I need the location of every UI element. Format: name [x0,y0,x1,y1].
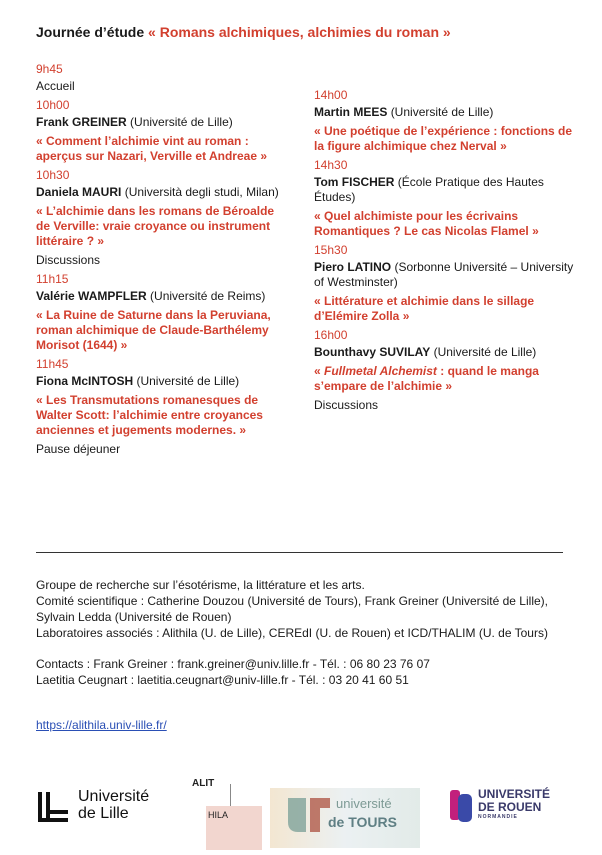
univ-lille-logo [36,788,166,828]
talk-title-italic: Fullmetal Alchemist [324,364,437,378]
speaker-name: Valérie WAMPFLER [36,289,147,303]
speaker-affiliation: (Sorbonne Université – University of Westminster) [314,260,574,289]
alit-bottom: HILA [208,810,229,820]
speaker-affiliation: (Université de Lille) [136,374,240,388]
talk-title-rest: : quand le manga s’empare de l’alchimie » [314,364,539,393]
speaker [314,175,574,205]
time-slot: 9h45 [36,62,63,76]
talk-title: « La Ruine de Saturne dans la Peruviana, roman alchimique de Claude-Barthélemy Morisot (1644) » [36,308,271,352]
speaker-name: Bounthavy SUVILAY [314,345,431,359]
research-group-line: Groupe de recherche sur l’ésotérisme, la littérature et les arts. [36,578,365,592]
alithila-logo [192,778,262,850]
tours-mark-icon [284,792,334,836]
univ-tours-logo [270,780,420,852]
speaker [36,289,288,304]
speaker [36,185,288,200]
rouen-line2: DE ROUEN [478,800,542,814]
time-slot: 14h30 [314,158,348,172]
afternoon-program [314,88,574,417]
lille-line2: de Lille [78,805,129,822]
time-slot: 15h30 [314,243,348,257]
speaker [314,260,574,290]
contacts-info [36,656,566,688]
time-slot: 16h00 [314,328,348,342]
talk-title: « Quel alchimiste pour les écrivains Romantiques ? Le cas Nicolas Flamel » [314,209,539,238]
contact-line: Contacts : Frank Greiner : frank.greiner@univ.lille.fr - Tél. : 06 80 23 76 07 [36,657,430,671]
title-name: « Romans alchimiques, alchimies du roman » [148,24,451,40]
talk-quote-open: « [314,364,325,378]
talk-title: « Une poétique de l’expérience : fonctions de la figure alchimique chez Nerval » [314,124,573,153]
speaker-affiliation: (Université de Lille) [130,115,233,129]
labs-line: Laboratoires associés : Alithila (U. de Lille), CEREdI (U. de Rouen) et ICD/THALIM (U. de Tours) [36,626,548,640]
time-slot: 14h00 [314,88,348,102]
welcome-label: Accueil [36,79,75,93]
website-link[interactable]: https://alithila.univ-lille.fr/ [36,718,167,732]
talk-title: « Littérature et alchimie dans le sillage d’Elémire Zolla » [314,294,535,323]
speaker-affiliation: (Université de Reims) [150,289,266,303]
speaker [314,345,574,360]
partner-logos [0,770,602,850]
rouen-line1: UNIVERSITÉ [478,787,551,801]
page-title [36,24,451,40]
alithila-rule [230,784,231,806]
tours-bottom: de TOURS [328,814,397,830]
rouen-line3: NORMANDIE [478,814,518,820]
speaker-affiliation: (Università degli studi, Milan) [124,185,279,199]
divider [36,552,563,553]
title-prefix: Journée d’étude [36,24,145,40]
rouen-mark-icon [448,788,476,824]
talk-title [314,364,574,394]
discussions-label: Discussions [36,253,101,267]
time-slot: 11h15 [36,272,69,286]
talk-title: « Comment l’alchimie vint au roman : aperçus sur Nazari, Verville et Andreae » [36,134,268,163]
talk-title: « L’alchimie dans les romans de Béroalde de Verville: vraie croyance ou instrument littéraire ? » [36,204,275,248]
speaker [36,374,288,389]
speaker-affiliation: (Université de Lille) [390,105,494,119]
research-group-info [36,577,566,641]
time-slot: 10h00 [36,98,70,112]
committee-line: Comité scientifique : Catherine Douzou (Université de Tours), Frank Greiner (Université de Lille), Sylvain Ledda (Université de Rouen) [36,594,548,624]
speaker-affiliation: (Université de Lille) [433,345,537,359]
speaker-name: Tom FISCHER [314,175,395,189]
time-slot: 11h45 [36,357,69,371]
speaker-affiliation: (École Pratique des Hautes Études) [314,175,544,204]
morning-program [36,62,288,461]
tours-top: université [336,796,392,811]
talk-title: « Les Transmutations romanesques de Walter Scott: l’alchimie entre croyances anciennes et jugements modernes. » [36,393,263,437]
contact-line: Laetitia Ceugnart : laetitia.ceugnart@univ-lille.fr - Tél. : 03 20 41 60 51 [36,673,409,687]
lunch-break-label: Pause déjeuner [36,442,121,456]
alit-top: ALIT [192,778,232,806]
speaker-name: Frank GREINER [36,115,127,129]
lille-line1: Université [78,788,150,805]
speaker-name: Piero LATINO [314,260,392,274]
speaker [314,105,574,120]
univ-rouen-logo [448,786,558,834]
lille-mark-icon [36,790,72,826]
discussions-label: Discussions [314,398,379,412]
speaker-name: Daniela MAURI [36,185,122,199]
speaker [36,115,288,130]
time-slot: 10h30 [36,168,70,182]
speaker-name: Martin MEES [314,105,388,119]
speaker-name: Fiona McINTOSH [36,374,134,388]
